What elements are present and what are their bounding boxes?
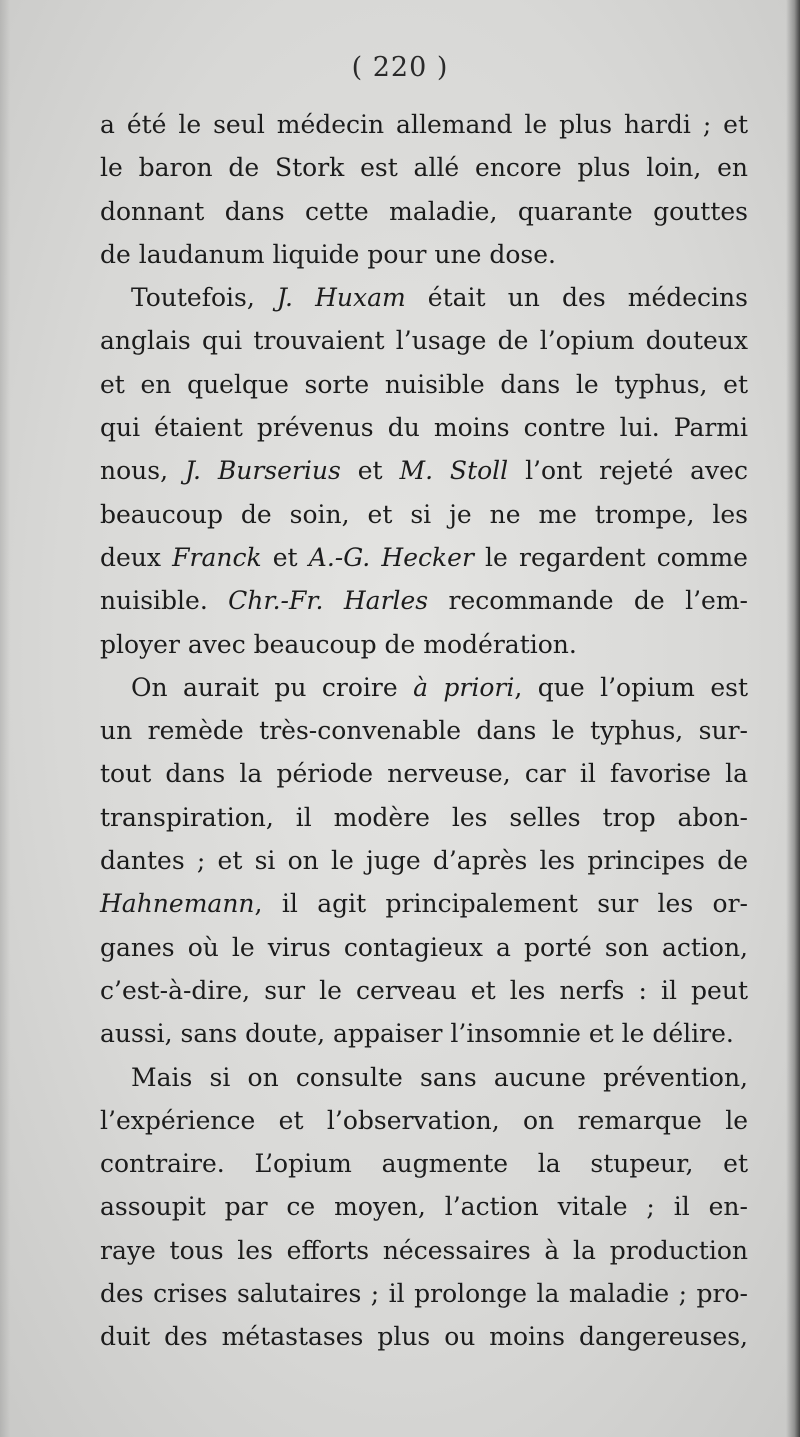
text-segment: a été le seul médecin allemand le plus hardi ; et <box>100 110 748 139</box>
italic-text: Hahnemann <box>100 889 255 919</box>
text-line <box>100 319 748 362</box>
page-right-shadow <box>786 0 800 1437</box>
text-line <box>100 363 748 406</box>
text-segment: duit des métastases plus ou moins dangereuses, <box>100 1322 748 1352</box>
text-segment: On aurait pu croire <box>131 672 414 702</box>
text-line <box>100 1272 748 1315</box>
text-segment: raye tous les efforts nécessaires à la production <box>100 1235 748 1265</box>
text-segment: et <box>340 456 400 486</box>
text-line <box>100 1012 748 1055</box>
text-line <box>100 449 748 492</box>
text-segment: dantes ; et si on le juge d’après les principes de <box>100 846 748 876</box>
italic-text: J. Burserius <box>184 456 341 486</box>
text-segment: l’ont rejeté avec <box>508 456 748 486</box>
italic-text: M. Stoll <box>399 456 509 486</box>
text-segment: et <box>261 542 309 572</box>
italic-text: à priori <box>413 672 515 702</box>
text-segment: , il agit principalement sur les or- <box>254 889 748 919</box>
text-line <box>100 190 748 233</box>
text-segment: c’est-à-dire, sur le cerveau et les nerfs : il peut <box>100 975 748 1005</box>
text-segment: ployer avec beaucoup de modération. <box>100 629 577 659</box>
text-segment: assoupit par ce moyen, l’action vitale ; il en- <box>100 1192 748 1222</box>
text-line <box>100 839 748 882</box>
text-segment: et en quelque sorte nuisible dans le typhus, et <box>100 369 748 399</box>
text-line <box>100 752 748 795</box>
text-segment: recommande de l’em- <box>428 586 748 616</box>
text-line <box>100 623 748 666</box>
text-line <box>100 1229 748 1272</box>
text-line <box>100 796 748 839</box>
page-left-shadow <box>0 0 10 1437</box>
italic-text: J. Huxam <box>276 283 406 313</box>
text-segment: nous, <box>100 456 185 486</box>
text-line <box>100 1315 748 1358</box>
italic-text: Chr.-Fr. Harles <box>228 586 429 616</box>
text-segment: le baron de Stork est allé encore plus loin, en <box>100 153 748 183</box>
text-line <box>100 969 748 1012</box>
text-segment: deux <box>100 542 173 572</box>
text-line <box>100 146 748 189</box>
text-line <box>100 493 748 536</box>
text-line <box>100 882 748 925</box>
text-segment: un remède très-convenable dans le typhus, sur- <box>100 716 748 746</box>
text-line <box>100 926 748 969</box>
body-text <box>100 103 748 1359</box>
text-segment: nuisible. <box>100 586 229 616</box>
text-segment: beaucoup de soin, et si je ne me trompe, les <box>100 499 748 529</box>
text-segment: donnant dans cette maladie, quarante gouttes <box>100 196 748 226</box>
text-line <box>100 666 748 709</box>
text-line <box>100 536 748 579</box>
text-segment: était un des médecins <box>405 283 748 313</box>
text-segment: transpiration, il modère les selles trop abon- <box>100 802 748 832</box>
text-segment: tout dans la période nerveuse, car il favorise la <box>100 759 748 789</box>
italic-text: A.-G. Hecker <box>308 542 474 572</box>
text-segment: ganes où le virus contagieux a porté son action, <box>100 932 748 962</box>
italic-text: Franck <box>172 542 262 572</box>
text-line <box>100 579 748 622</box>
text-line <box>100 1185 748 1228</box>
text-segment: contraire. L’opium augmente la stupeur, et <box>100 1149 748 1179</box>
text-line <box>100 406 748 449</box>
text-segment: qui étaient prévenus du moins contre lui. Parmi <box>100 413 748 443</box>
text-line <box>100 1099 748 1142</box>
text-line <box>100 103 748 146</box>
page-number: ( 220 ) <box>351 52 449 83</box>
text-segment: l’expérience et l’observation, on remarque le <box>100 1105 748 1135</box>
text-line <box>100 709 748 752</box>
text-segment: Toutefois, <box>131 283 277 313</box>
text-segment: , que l’opium est <box>514 672 748 702</box>
text-line <box>100 1056 748 1099</box>
text-segment: anglais qui trouvaient l’usage de l’opium douteux <box>100 326 748 356</box>
text-segment: des crises salutaires ; il prolonge la maladie ; pro- <box>100 1279 748 1309</box>
text-segment: de laudanum liquide pour une dose. <box>100 239 556 269</box>
text-segment: aussi, sans doute, appaiser l’insomnie et le délire. <box>100 1019 734 1049</box>
text-segment: Mais si on consulte sans aucune prévention, <box>131 1062 748 1092</box>
text-segment: le regardent comme <box>473 542 748 572</box>
text-line <box>100 276 748 319</box>
text-line <box>100 233 748 276</box>
text-line <box>100 1142 748 1185</box>
